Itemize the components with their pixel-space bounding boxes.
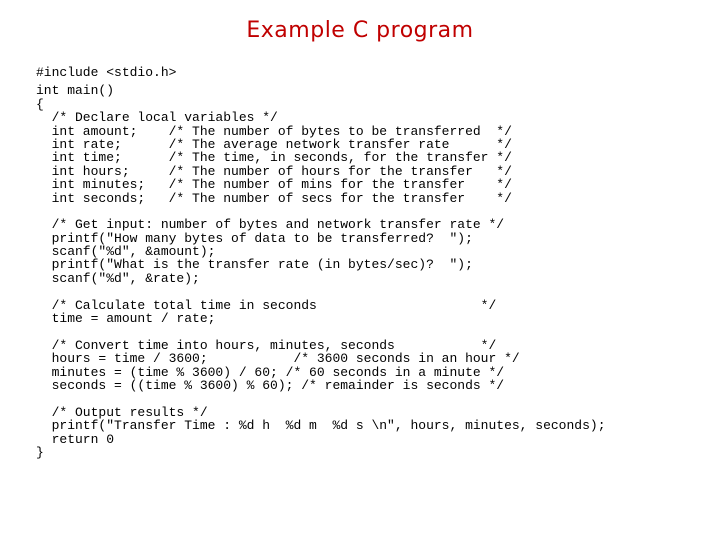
code-line-printf-rate: printf("What is the transfer rate (in bytes/sec)? "); [36,257,473,273]
blank-line [36,205,706,218]
code-line-comment-calculate: /* Calculate total time in seconds */ [36,297,497,313]
code-line-main-declaration: int main() [36,83,115,99]
blank-line [36,392,706,405]
code-line-return: return 0 [36,431,115,447]
code-line-time-calc: time = amount / rate; [36,311,216,327]
code-line-minutes-calc: minutes = (time % 3600) / 60; /* 60 seconds in a minute */ [36,364,505,380]
code-line-open-brace: { [36,96,44,112]
code-line-scanf-rate: scanf("%d", &rate); [36,270,200,286]
blank-line [36,285,706,298]
code-line-hours-calc: hours = time / 3600; /* 3600 seconds in an hour */ [36,351,520,367]
code-line-seconds-calc: seconds = ((time % 3600) % 60); /* remainder is seconds */ [36,377,505,393]
slide-title: Example C program [246,18,474,43]
code-line-printf-result: printf("Transfer Time : %d h %d m %d s \n", hours, minutes, seconds); [36,418,606,434]
code-line-comment-convert: /* Convert time into hours, minutes, seconds */ [36,337,497,353]
code-line-close-brace: } [36,444,44,460]
code-line-comment-input: /* Get input: number of bytes and network transfer rate */ [36,217,505,233]
code-line-decl-rate: int rate; /* The average network transfer rate */ [36,136,512,152]
code-line-decl-minutes: int minutes; /* The number of mins for the transfer */ [36,177,512,193]
code-line-printf-bytes: printf("How many bytes of data to be transferred? "); [36,230,473,246]
code-line-decl-hours: int hours; /* The number of hours for the transfer */ [36,163,512,179]
blank-line [36,325,706,338]
code-listing [36,66,706,459]
code-line-include: #include <stdio.h> [36,65,177,80]
code-line-comment-output: /* Output results */ [36,404,208,420]
code-line-comment-declare: /* Declare local variables */ [36,110,278,126]
code-line-decl-seconds: int seconds; /* The number of secs for the transfer */ [36,190,512,206]
code-line-decl-amount: int amount; /* The number of bytes to be transferred */ [36,123,512,139]
code-line-scanf-amount: scanf("%d", &amount); [36,244,216,260]
code-line-decl-time: int time; /* The time, in seconds, for the transfer */ [36,150,512,166]
